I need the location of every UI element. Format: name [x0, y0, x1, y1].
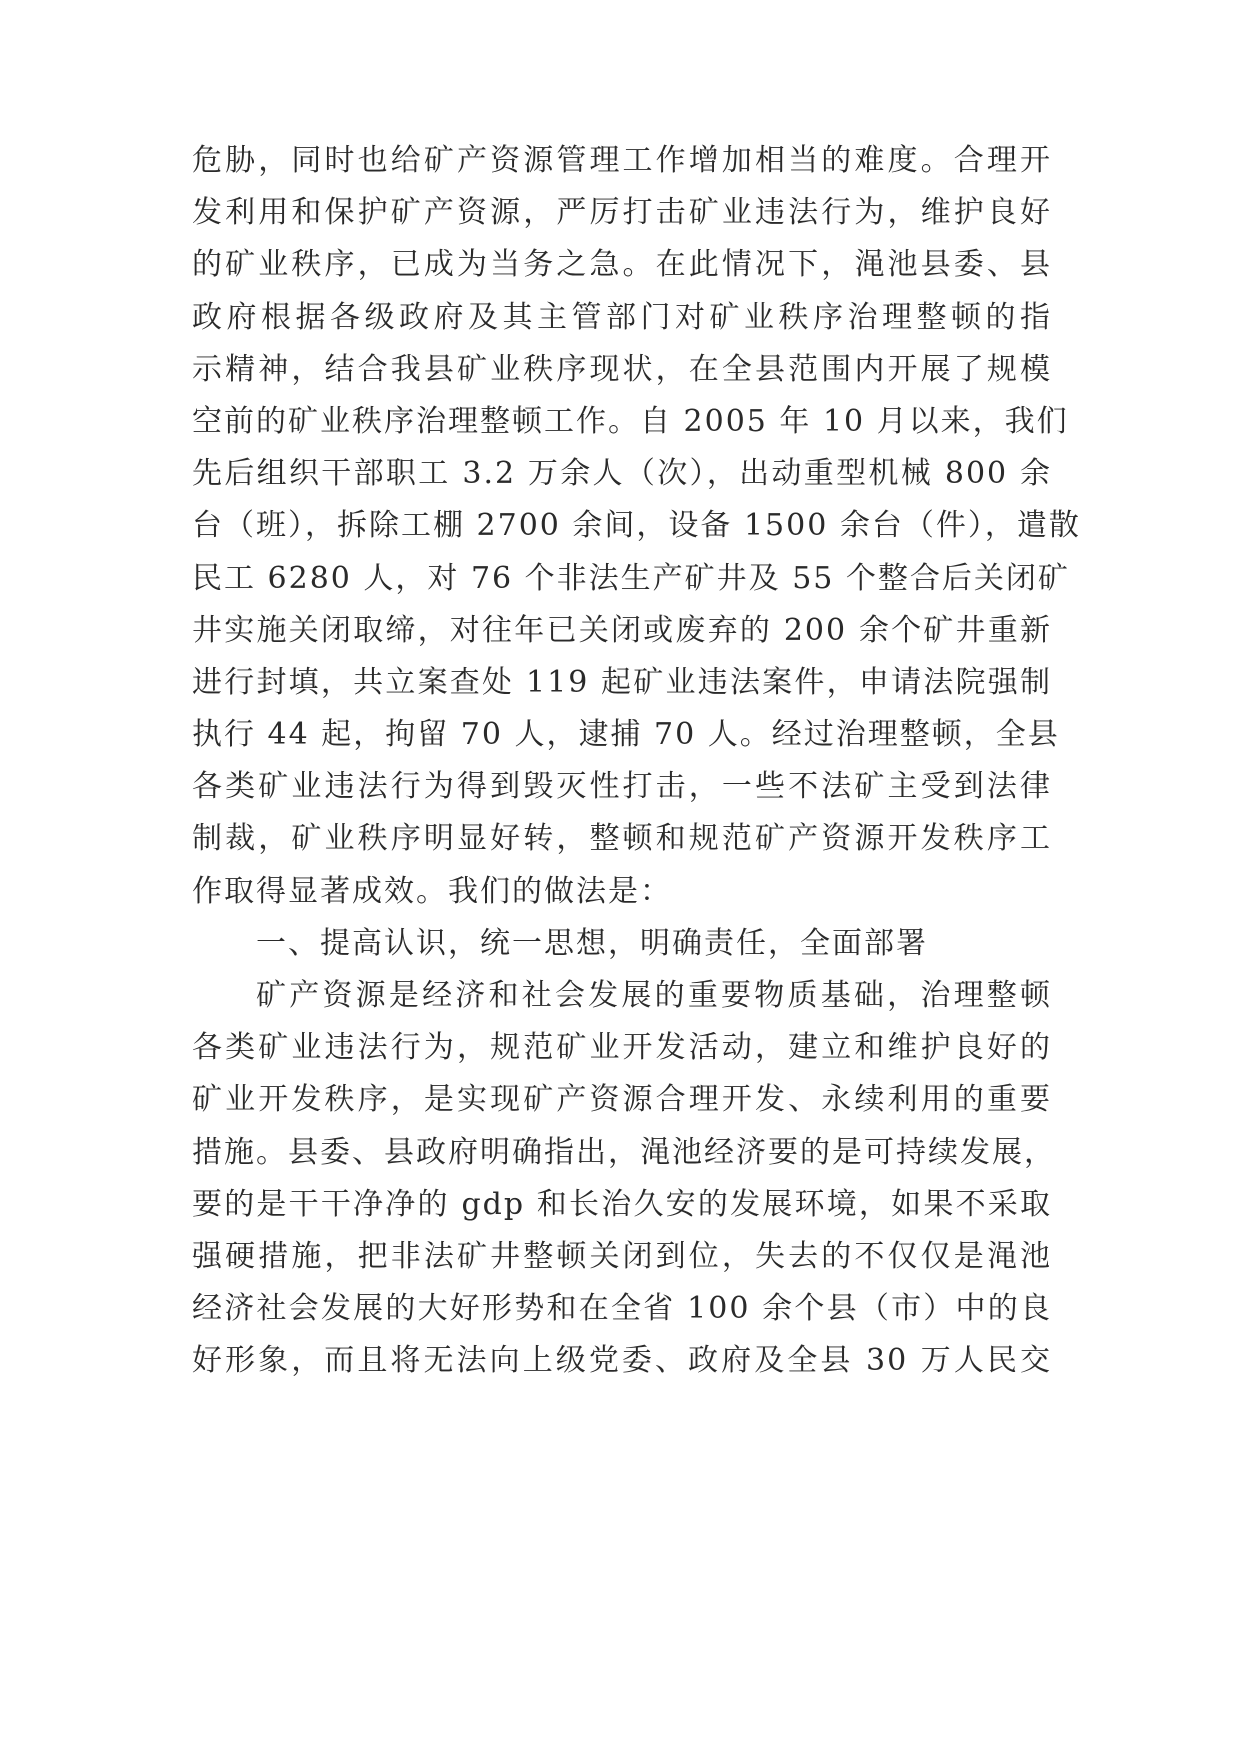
text-line: 的矿业秩序，已成为当务之急。在此情况下，渑池县委、县 [192, 247, 1052, 283]
text-line: 矿业开发秩序，是实现矿产资源合理开发、永续利用的重要 [192, 1082, 1052, 1118]
text-line: 政府根据各级政府及其主管部门对矿业秩序治理整顿的指 [192, 299, 1052, 335]
text-line: 经济社会发展的大好形势和在全省 100 余个县（市）中的良 [192, 1291, 1052, 1327]
text-line: 井实施关闭取缔，对往年已关闭或废弃的 200 余个矿井重新 [192, 612, 1052, 648]
text-line: 台（班），拆除工棚 2700 余间，设备 1500 余台（件），遣散 [192, 508, 1081, 544]
paragraph-first-line: 矿产资源是经济和社会发展的重要物质基础，治理整顿 [256, 978, 1052, 1013]
text-line: 危胁，同时也给矿产资源管理工作增加相当的难度。合理开 [192, 143, 1052, 178]
text-line: 好形象，而且将无法向上级党委、政府及全县 30 万人民交 [192, 1343, 1052, 1379]
text-line: 发利用和保护矿产资源，严厉打击矿业违法行为，维护良好 [192, 195, 1052, 231]
text-line: 空前的矿业秩序治理整顿工作。自 2005 年 10 月以来，我们 [192, 403, 1069, 439]
section-heading: 一、提高认识，统一思想，明确责任，全面部署 [256, 925, 928, 961]
text-line: 要的是干干净净的 gdp 和长治久安的发展环境，如果不采取 [192, 1186, 1052, 1222]
text-line: 各类矿业违法行为，规范矿业开发活动，建立和维护良好的 [192, 1030, 1052, 1066]
text-line: 进行封填，共立案查处 119 起矿业违法案件，申请法院强制 [192, 664, 1052, 700]
body-text [192, 135, 1081, 1388]
text-line: 先后组织干部职工 3.2 万余人（次），出动重型机械 800 余 [192, 456, 1052, 492]
text-line: 示精神，结合我县矿业秩序现状，在全县范围内开展了规模 [192, 351, 1052, 387]
text-line: 制裁，矿业秩序明显好转，整顿和规范矿产资源开发秩序工 [192, 821, 1052, 857]
text-line: 强硬措施，把非法矿井整顿关闭到位，失去的不仅仅是渑池 [192, 1238, 1052, 1274]
text-line: 民工 6280 人，对 76 个非法生产矿井及 55 个整合后关闭矿 [192, 560, 1070, 596]
text-line: 作取得显著成效。我们的做法是： [192, 873, 672, 909]
text-line: 措施。县委、县政府明确指出，渑池经济要的是可持续发展， [192, 1134, 1056, 1170]
text-line: 各类矿业违法行为得到毁灭性打击，一些不法矿主受到法律 [192, 769, 1052, 805]
text-line: 执行 44 起，拘留 70 人，逮捕 70 人。经过治理整顿，全县 [192, 717, 1060, 753]
